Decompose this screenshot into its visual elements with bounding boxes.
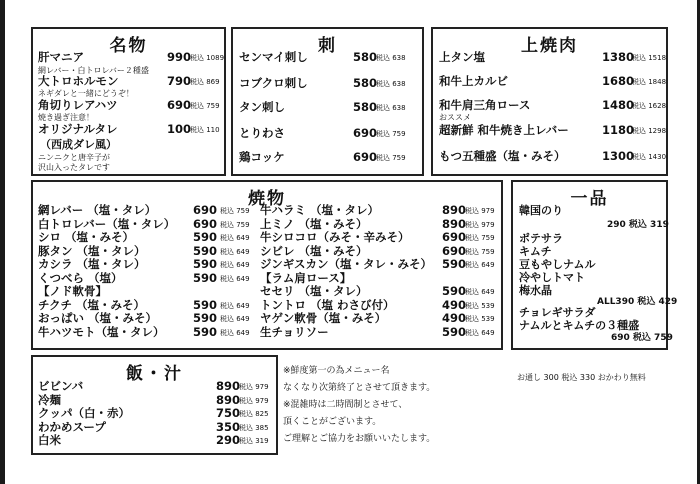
item-tax: 税込 979 <box>465 207 495 215</box>
item-note: 焼き過ぎ注意！ <box>38 113 94 122</box>
item-tax: 税込 638 <box>376 104 406 112</box>
item-price: 590 <box>193 324 218 339</box>
item-name: センマイ刺し <box>239 50 308 64</box>
item-note: おススメ <box>439 113 471 122</box>
ippin-price: 290 税込 319 <box>607 220 669 230</box>
item-tax: 税込 1298 <box>632 127 667 135</box>
item-price: 490 <box>442 297 467 312</box>
item-name: シビレ （塩・みそ） <box>260 243 368 258</box>
notice-line: 頂くことがございます。 <box>283 417 382 427</box>
menu-item <box>239 76 422 91</box>
item-price: 890 <box>442 203 467 217</box>
item-price: 590 <box>442 324 467 339</box>
item-price: 1680 <box>602 74 635 88</box>
item-note: 沢山入ったタレです <box>38 163 110 172</box>
meshi-box <box>31 355 278 455</box>
item-price: 590 <box>193 311 218 325</box>
item-name: 牛ハツモト（塩・タレ） <box>38 324 165 339</box>
ippin-item: チョレギサラダ <box>519 306 596 319</box>
item-price: 350 <box>216 419 241 434</box>
item-name: 冷麺 <box>38 392 61 407</box>
item-price: 690 <box>167 98 192 112</box>
item-price: 590 <box>193 243 218 258</box>
item-price: 890 <box>442 216 467 231</box>
item-subtitle: （西成ダレ風） <box>40 138 117 151</box>
yakimono-title: 焼物 <box>248 189 286 209</box>
item-price: 1380 <box>602 50 635 64</box>
yakimono-box <box>31 180 503 350</box>
item-price: 590 <box>442 284 467 298</box>
item-tax: 税込 649 <box>465 328 495 337</box>
item-tax: 税込 649 <box>220 301 250 310</box>
item-price: 580 <box>353 100 378 114</box>
item-tax: 税込 539 <box>465 315 495 323</box>
ippin-price: 690 税込 759 <box>611 333 673 343</box>
item-price: 890 <box>216 379 241 393</box>
sashi-box <box>231 27 424 176</box>
item-tax: 税込 649 <box>220 328 250 337</box>
item-name: 肝マニア <box>38 50 84 64</box>
ippin-title: 一品 <box>570 189 609 209</box>
item-price: 590 <box>442 257 467 271</box>
item-price: 690 <box>193 203 218 217</box>
item-name: 【ノド軟骨】 <box>38 284 107 298</box>
item-tax: 税込 1628 <box>632 102 667 110</box>
notice-line: ※鮮度第一の為メニュー名 <box>283 366 390 376</box>
item-price: 890 <box>216 392 241 407</box>
item-tax: 税込 979 <box>239 383 269 391</box>
item-tax: 税込 649 <box>220 261 250 269</box>
menu-item <box>38 325 276 340</box>
item-name: 【ラム肩ロース】 <box>260 270 352 285</box>
ippin-item: ナムルとキムチの３種盛 <box>519 319 640 332</box>
item-name: おっぱい （塩・みそ） <box>38 311 158 325</box>
item-tax: 税込 979 <box>239 396 269 405</box>
item-tax: 税込 759 <box>376 130 406 138</box>
ippin-box <box>511 180 678 350</box>
menu-item <box>38 98 224 113</box>
item-tax: 税込 539 <box>465 301 495 310</box>
item-name: わかめスープ <box>38 419 106 434</box>
ippin-price: ALL390 税込 429 <box>597 297 678 307</box>
notice-line: ※混雑時は二時間制とさせて、 <box>283 400 408 410</box>
ippin-item: ポテサラ <box>519 232 563 245</box>
item-tax: 税込 649 <box>220 234 250 242</box>
item-price: 690 <box>442 230 467 244</box>
item-tax: 税込 759 <box>220 207 250 215</box>
item-name: オリジナルタレ <box>38 122 118 136</box>
item-name: ジンギスカン（塩・タレ・みそ） <box>260 257 432 271</box>
item-price: 790 <box>167 74 192 88</box>
item-tax: 税込 869 <box>190 78 220 86</box>
item-tax: 税込 759 <box>220 220 250 229</box>
item-price: 590 <box>193 230 218 244</box>
menu-item <box>439 149 666 164</box>
jouyakiniku-title: 上焼肉 <box>521 36 578 56</box>
item-price: 590 <box>193 270 218 285</box>
item-name: 白トロレバー（塩・タレ） <box>38 216 176 231</box>
sashi-title: 刺 <box>318 36 337 56</box>
ippin-item: キムチ <box>519 245 552 258</box>
item-name: 白米 <box>38 433 61 447</box>
item-tax: 税込 1430 <box>632 153 667 161</box>
item-name: チクチ （塩・みそ） <box>38 297 146 312</box>
notice-line: なくなり次第終了とさせて頂きます。 <box>283 383 436 393</box>
item-price: 580 <box>353 76 378 90</box>
item-name: 上タン塩 <box>439 50 485 64</box>
notice-line: ご理解とご協力をお願いいたします。 <box>283 434 436 444</box>
item-note: ネギダレと一緒にどうぞ！ <box>38 89 134 98</box>
item-tax: 税込 385 <box>239 423 269 432</box>
meibutsu-box <box>31 27 226 176</box>
item-tax: 税込 979 <box>465 220 495 229</box>
menu-item <box>239 50 422 65</box>
menu-item <box>38 74 224 89</box>
item-tax: 税込 1848 <box>632 78 667 86</box>
item-name: カシラ （塩・タレ） <box>38 257 146 271</box>
item-tax: 税込 1089 <box>190 54 225 62</box>
item-name: クッパ（白・赤） <box>38 406 130 420</box>
item-tax: 税込 825 <box>239 410 269 418</box>
item-tax: 税込 1518 <box>632 54 667 62</box>
left-edge <box>0 0 5 484</box>
item-name: 網レバー （塩・タレ） <box>38 203 157 217</box>
item-name: トントロ （塩 わさび付） <box>260 297 395 312</box>
ippin-item: 豆もやしナムル <box>519 258 596 271</box>
meshi-title: 飯・汁 <box>126 364 183 384</box>
item-tax: 税込 759 <box>376 154 406 162</box>
item-price: 590 <box>193 257 218 271</box>
item-price: 1480 <box>602 98 635 112</box>
item-price: 490 <box>442 311 467 325</box>
item-name: ヤゲン軟骨（塩・みそ） <box>260 311 387 325</box>
item-price: 690 <box>442 243 467 258</box>
menu-item <box>439 74 666 89</box>
item-price: 290 <box>216 433 241 447</box>
item-tax: 税込 649 <box>220 315 250 323</box>
item-name: 豚タン （塩・タレ） <box>38 243 146 258</box>
item-tax: 税込 759 <box>465 247 495 256</box>
menu-item <box>439 50 666 65</box>
item-price: 580 <box>353 50 378 64</box>
item-tax: 税込 638 <box>376 54 406 62</box>
meibutsu-title: 名物 <box>109 36 148 56</box>
item-note: 網レバー・白トロレバー２種盛 <box>38 66 149 75</box>
item-price: 690 <box>353 126 378 140</box>
item-name: 和牛上カルビ <box>439 74 508 88</box>
jouyakiniku-box <box>431 27 668 176</box>
menu-item <box>439 98 666 113</box>
menu-item <box>239 126 422 141</box>
item-name: 牛シロコロ（みそ・辛みそ） <box>260 230 410 244</box>
item-name: もつ五種盛（塩・みそ） <box>439 149 566 163</box>
item-price: 690 <box>193 216 218 231</box>
item-tax: 税込 638 <box>376 80 406 88</box>
item-tax: 税込 319 <box>239 437 269 445</box>
item-name: とりわさ <box>239 126 285 140</box>
ippin-item: 冷やしトマト <box>519 271 585 284</box>
item-name: 生チョリソー <box>260 324 329 339</box>
item-tax: 税込 649 <box>220 274 250 283</box>
item-tax: 税込 649 <box>465 261 495 269</box>
menu-item <box>260 325 521 340</box>
item-price: 100 <box>167 122 192 136</box>
item-name: くつべら （塩） <box>38 270 123 285</box>
item-tax: 税込 759 <box>190 102 220 110</box>
item-price: 750 <box>216 406 241 420</box>
menu-item <box>239 100 422 115</box>
ippin-item: 梅水晶 <box>519 284 552 297</box>
item-price: 690 <box>353 150 378 164</box>
item-name: 和牛肩三角ロース <box>439 98 531 112</box>
item-tax: 税込 759 <box>465 234 495 242</box>
item-name: 超新鮮 和牛焼き上レバー <box>439 123 569 137</box>
menu-item <box>38 50 224 65</box>
ippin-item: 韓国のり <box>519 204 563 217</box>
item-name: ビビンバ <box>38 379 84 393</box>
otoshi-info: お通し 300 税込 330 おかわり無料 <box>517 373 646 382</box>
item-tax: 税込 649 <box>220 247 250 256</box>
item-name: セセリ （塩・タレ） <box>260 284 368 298</box>
item-price: 1180 <box>602 123 635 137</box>
item-name: 鶏コッケ <box>239 150 285 164</box>
item-name: 牛ハラミ （塩・タレ） <box>260 203 380 217</box>
item-name: タン刺し <box>239 100 285 114</box>
item-name: コブクロ刺し <box>239 76 308 90</box>
item-price: 990 <box>167 50 192 64</box>
item-price: 590 <box>193 297 218 312</box>
item-tax: 税込 110 <box>190 126 220 134</box>
item-tax: 税込 649 <box>465 288 495 296</box>
item-name: シロ （塩・みそ） <box>38 230 135 244</box>
menu-item <box>239 150 422 165</box>
menu-item <box>38 122 224 137</box>
item-name: 角切りレアハツ <box>38 98 118 112</box>
menu-item <box>38 433 295 448</box>
item-price: 1300 <box>602 149 635 163</box>
item-name: 上ミノ （塩・みそ） <box>260 216 368 231</box>
menu-item <box>439 123 666 138</box>
item-note: ニンニクと唐辛子が <box>38 153 110 162</box>
item-name: 大トロホルモン <box>38 74 119 88</box>
